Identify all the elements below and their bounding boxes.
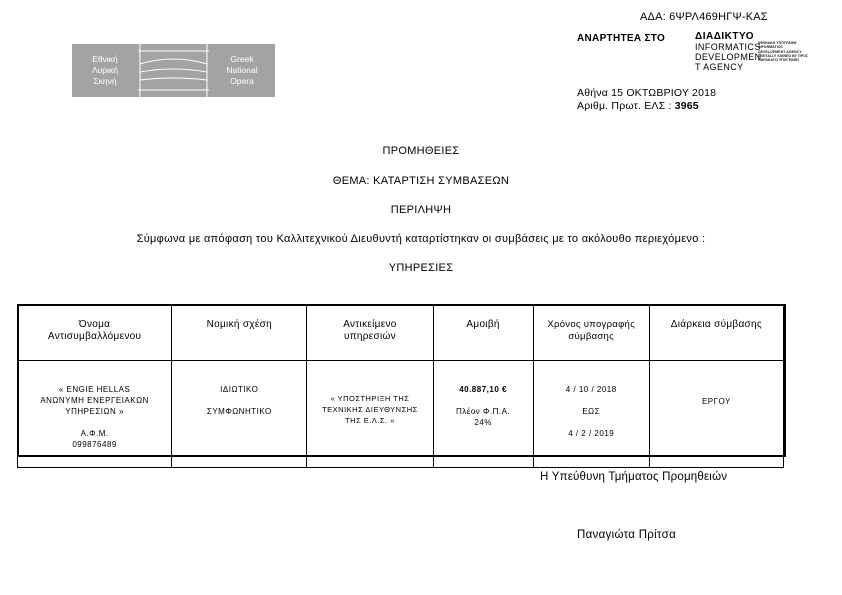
cell-line: Α.Φ.Μ. <box>80 429 109 438</box>
internet-stamp-head: ΔΙΑΔΙΚΤΥΟ <box>695 31 755 42</box>
heading-summary: ΠΕΡΙΛΗΨΗ <box>390 204 452 216</box>
cell-fee <box>433 361 533 468</box>
contracts-table <box>17 304 784 468</box>
cell-line: ΤΗΣ Ε.Λ.Σ. » <box>345 416 395 425</box>
cell-line: 24% <box>474 418 492 427</box>
internet-stamp-line: INFORMATICS <box>695 42 761 52</box>
intro-sentence: Σύμφωνα με απόφαση του Καλλιτεχνικού Διευθυντή καταρτίστηκαν οι συμβάσεις με το ακόλουθο περιεχόμενο : <box>136 233 706 245</box>
column-header-duration <box>649 305 783 361</box>
header-line: σύμβασης <box>568 331 615 342</box>
logo-line: National <box>226 65 258 75</box>
heading-subject: ΘΕΜΑ: ΚΑΤΑΡΤΙΣΗ ΣΥΜΒΑΣΕΩΝ <box>332 175 510 187</box>
header-line: υπηρεσιών <box>343 331 396 342</box>
header-line: Αμοιβή <box>466 319 500 330</box>
logo-line: Σκηνή <box>93 76 117 86</box>
protocol-value: 3965 <box>674 100 699 112</box>
cell-line: ΣΥΜΦΩΝΗΤΙΚΟ <box>206 407 272 416</box>
cell-line: « ENGIE HELLAS <box>58 385 131 394</box>
column-header-contractor <box>18 305 172 361</box>
logo-text-greek <box>72 54 138 87</box>
logo-line: Λυρική <box>91 65 119 75</box>
cell-line: ΤΕΧΝΙΚΗΣ ΔΙΕΥΘΥΝΣΗΣ <box>322 405 418 414</box>
organization-logo <box>72 44 275 97</box>
cell-legal-relation <box>172 361 307 468</box>
cell-signing-time <box>533 361 649 468</box>
cell-line: ΥΠΗΡΕΣΙΩΝ » <box>65 407 124 416</box>
cell-contractor <box>18 361 172 468</box>
digital-signature-stamp: ΨΗΦΙΑΚΗ ΥΠΟΓΡΑΦΗ INFORMATICS DEVELOPMENT AGENCY DIGITALLY SIGNED BY ΠΡΟΣ ΠΑΡΑΚΑΤΩ ΥΠΟΓΡΑΦΗ <box>758 41 808 63</box>
logo-line: Opera <box>230 76 254 86</box>
cell-line: « ΥΠΟΣΤΗΡΙΞΗ ΤΗΣ <box>330 394 410 403</box>
header-line: Αντικείμενο <box>343 319 397 330</box>
table-header-row <box>18 305 784 361</box>
column-header-legal-relation <box>172 305 307 361</box>
logo-line: Greek <box>230 54 254 64</box>
header-line: Νομική σχέση <box>206 319 272 330</box>
internet-stamp-line: DEVELOPMEN <box>695 52 762 62</box>
column-header-fee <box>433 305 533 361</box>
signatory-name: Παναγιώτα Πρίτσα <box>577 529 677 541</box>
column-header-subject <box>307 305 433 361</box>
cell-subject <box>307 361 433 468</box>
header-line: Αντισυμβαλλόμενου <box>47 331 142 342</box>
logo-mark-icon <box>138 44 209 97</box>
header-line: Διάρκεια σύμβασης <box>670 319 762 330</box>
cell-line: 4 / 2 / 2019 <box>568 429 615 438</box>
cell-line: ΕΩΣ <box>582 407 601 416</box>
header-line: Χρόνος υπογραφής <box>547 319 636 330</box>
cell-line: 40.887,10 € <box>459 385 507 394</box>
cell-line: ΕΡΓΟΥ <box>701 397 731 406</box>
cell-line: ΑΝΩΝΥΜΗ ΕΝΕΡΓΕΙΑΚΩΝ <box>40 396 149 405</box>
signatory-title: Η Υπεύθυνη Τμήματος Προμηθειών <box>540 471 728 483</box>
heading-procurement: ΠΡΟΜΗΘΕΙΕΣ <box>382 145 460 157</box>
table-row <box>18 361 784 468</box>
logo-text-english <box>209 54 275 87</box>
cell-line: ΙΔΙΩΤΙΚΟ <box>220 385 259 394</box>
date-line: Αθήνα 15 ΟΚΤΩΒΡΙΟΥ 2018 <box>577 87 717 99</box>
cell-line: 099876489 <box>72 440 117 449</box>
cell-line: 4 / 10 / 2018 <box>565 385 617 394</box>
posting-label: ΑΝΑΡΤΗΤΕΑ ΣΤΟ <box>577 33 666 44</box>
column-header-signing-time <box>533 305 649 361</box>
cell-duration <box>649 361 783 468</box>
protocol-label: Αριθμ. Πρωτ. ΕΛΣ : <box>577 100 672 112</box>
cell-line: Πλέον Φ.Π.Α. <box>455 407 511 416</box>
protocol-number <box>577 100 699 112</box>
logo-line: Εθνική <box>92 54 118 64</box>
header-line: Όνομα <box>78 319 111 330</box>
ada-code: ΑΔΑ: 6ΨΡΛ469ΗΓΨ-ΚΑΣ <box>640 11 768 23</box>
internet-stamp <box>695 31 808 72</box>
heading-services: ΥΠΗΡΕΣΙΕΣ <box>388 262 454 274</box>
internet-stamp-line: T AGENCY <box>695 62 744 72</box>
